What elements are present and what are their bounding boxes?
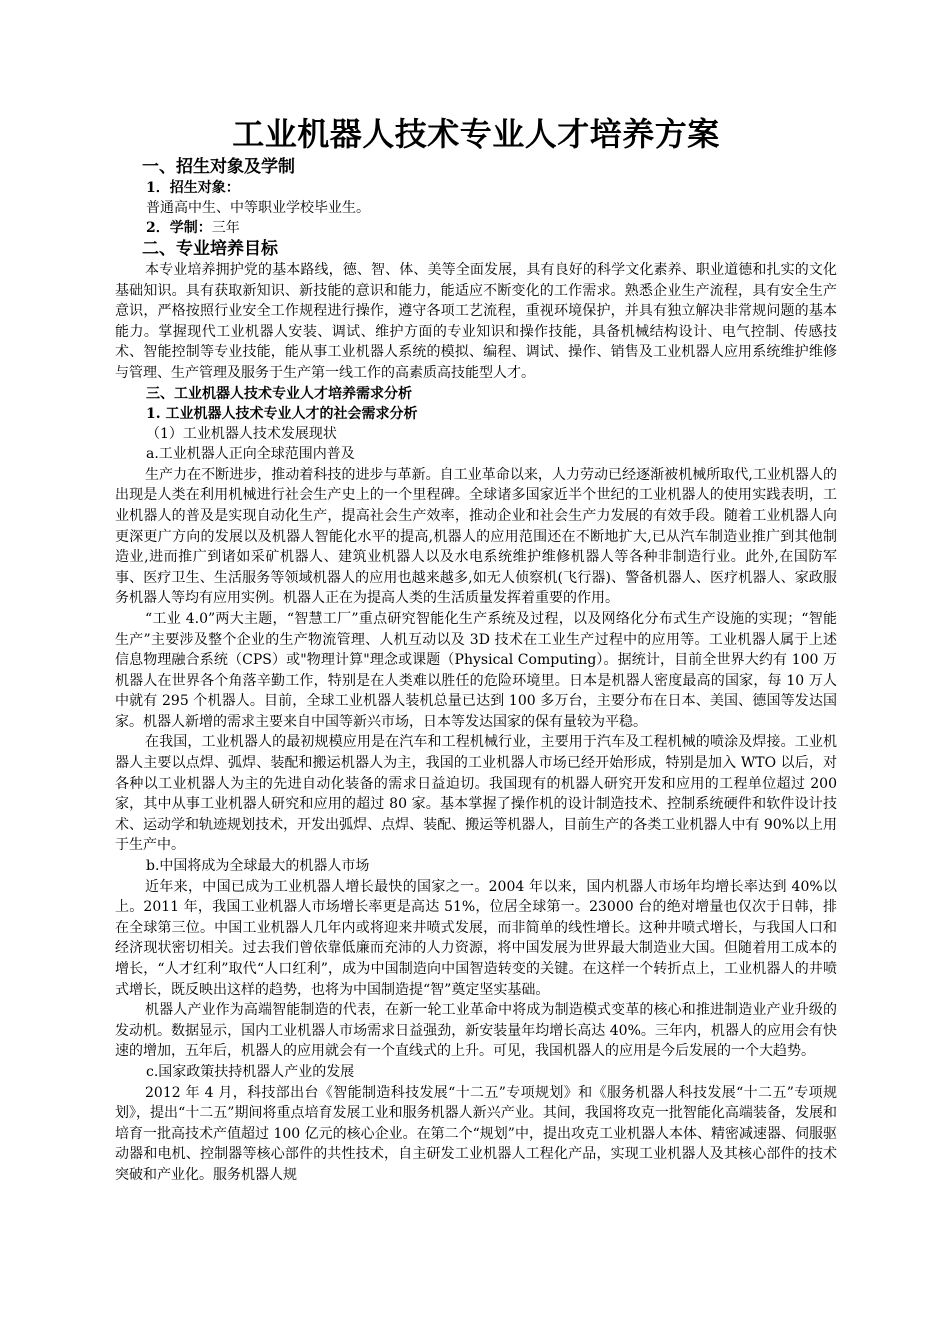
point-a-title: a.工业机器人正向全球范围内普及 <box>146 446 355 463</box>
enrollment-target-text: 普通高中生、中等职业学校毕业生。 <box>146 200 370 216</box>
subsection-status: （1）工业机器人技术发展现状 <box>146 425 337 442</box>
document-title: 工业机器人技术专业人才培养方案 <box>232 115 720 153</box>
study-length-line <box>146 218 837 238</box>
point-b-paragraph-1: 近年来，中国已成为工业机器人增长最快的国家之一。2004 年以来，国内机器人市场年均增长率达到 40%以上。2011 年，我国工业机器人市场增长率更是高达 51%，位居全球第一。23000 台的绝对增量也仅次于日韩，排在全球第三位。中国工业机器人几年内或将迎来井喷式发展，而非简单的线性增长。这种井喷式增长，与我国人口和经济现状密切相关。过去我们曾依靠低廉而充沛的人力资源，将中国发展为世界最大制造业大国。但随着用工成本的增长，“人才红利”取代“人口红利”，成为中国制造向中国智造转变的关键。在这样一个转折点上，工业机器人的井喷式增长，既反映出这样的趋势，也将为中国制造提“智”奠定坚实基础。 <box>115 878 837 998</box>
point-b-paragraph-2: 机器人产业作为高端智能制造的代表，在新一轮工业革命中将成为制造模式变革的核心和推进制造业产业升级的发动机。数据显示，国内工业机器人市场需求日益强劲，新安装量年均增长高达 40%。三年内，机器人的应用会有快速的增加，五年后，机器人的应用就会有一个直线式的上升。可见，我国机器人的应用是今后发展的一个大趋势。 <box>115 1002 837 1060</box>
study-length-label: 2．学制： <box>146 220 212 236</box>
point-a-paragraph-3: 在我国，工业机器人的最初规模应用是在汽车和工程机械行业，主要用于汽车及工程机械的喷涂及焊接。工业机器人主要以点焊、弧焊、装配和搬运机器人为主，我国的工业机器人市场已经开始形成，特别是加入 WTO 以后，对各种以工业机器人为主的先进自动化装备的需求日益迫切。我国现有的机器人研究开发和应用的工程单位超过 200 家，其中从事工业机器人研究和应用的超过 80 家。基本掌握了操作机的设计制造技术、控制系统硬件和软件设计技术、运动学和轨迹规划技术，开发出弧焊、点焊、装配、搬运等机器人，目前生产的各类工业机器人中有 90%以上用于生产中。 <box>115 734 837 854</box>
section-heading-demand: 三、工业机器人技术专业人才培养需求分析 <box>146 385 412 402</box>
study-length-value: 三年 <box>211 220 240 236</box>
section-heading-enrollment: 一、招生对象及学制 <box>142 157 295 177</box>
point-a-paragraph-1: 生产力在不断进步，推动着科技的进步与革新。自工业革命以来，人力劳动已经逐渐被机械所取代,工业机器人的出现是人类在利用机械进行社会生产史上的一个里程碑。全球诸多国家近半个世纪的工业机器人的使用实践表明，工业机器人的普及是实现自动化生产，提高社会生产效率，推动企业和社会生产力发展的有效手段。随着工业机器人向更深更广方向的发展以及机器人智能化水平的提高,机器人的应用范围还在不断地扩大,已从汽车制造业推广到其他制造业,进而推广到诸如采矿机器人、建筑业机器人以及水电系统维护维修机器人等各种非制造行业。此外,在国防军事、医疗卫生、生活服务等领域机器人的应用也越来越多,如无人侦察机(飞行器)、警备机器人、医疗机器人、家政服务机器人等均有应用实例。机器人正在为提高人类的生活质量发挥着重要的作用。 <box>115 466 837 607</box>
point-b-title: b.中国将成为全球最大的机器人市场 <box>146 858 370 875</box>
goals-paragraph: 本专业培养拥护党的基本路线，德、智、体、美等全面发展，具有良好的科学文化素养、职业道德和扎实的文化基础知识。具有获取新知识、新技能的意识和能力，能适应不断变化的工作需求。熟悉企业生产流程，具有安全生产意识，严格按照行业安全工作规程进行操作，遵守各项工艺流程，重视环境保护，并具有独立解决非常规问题的基本能力。掌握现代工业机器人安装、调试、维护方面的专业知识和操作技能，具备机械结构设计、电气控制、传感技术、智能控制等专业技能，能从事工业机器人系统的模拟、编程、调试、操作、销售及工业机器人应用系统维护维修与管理、生产管理及服务于生产第一线工作的高素质高技能型人才。 <box>115 262 837 381</box>
section-heading-goals: 二、专业培养目标 <box>142 239 278 259</box>
point-c-title: c.国家政策扶持机器人产业的发展 <box>146 1063 355 1080</box>
enrollment-target-label: 1．招生对象： <box>146 180 240 196</box>
point-a-paragraph-2: “工业 4.0”两大主题，“智慧工厂”重点研究智能化生产系统及过程，以及网络化分布式生产设施的实现；“智能生产”主要涉及整个企业的生产物流管理、人机互动以及 3D 技术在工业生产过程中的应用等。工业机器人属于上述信息物理融合系统（CPS）或"物理计算"理念或课题（Physical Computing）。据统计，目前全世界大约有 100 万机器人在世界各个角落辛勤工作，特别是在人类难以胜任的危险环境里。日本是机器人密度最高的国家，每 10 万人中就有 295 个机器人。目前，全球工业机器人装机总量已达到 100 多万台，主要分布在日本、美国、德国等发达国家。机器人新增的需求主要来自中国等新兴市场，日本等发达国家的保有量较为平稳。 <box>115 610 837 730</box>
subsection-social-demand: 1. 工业机器人技术专业人才的社会需求分析 <box>146 405 418 422</box>
document-page <box>115 112 837 1186</box>
point-c-paragraph-1: 2012 年 4 月，科技部出台《智能制造科技发展“十二五”专项规划》和《服务机器人科技发展“十二五”专项规划》，提出“十二五”期间将重点培育发展工业和服务机器人新兴产业。其间，我国将攻克一批智能化高端装备，发展和培育一批高技术产值超过 100 亿元的核心企业。在第二个“规划”中，提出攻克工业机器人本体、精密减速器、伺服驱动器和电机、控制器等核心部件的共性技术，自主研发工业机器人工程化产品，实现工业机器人及其核心部件的技术突破和产业化。服务机器人规 <box>115 1084 837 1183</box>
